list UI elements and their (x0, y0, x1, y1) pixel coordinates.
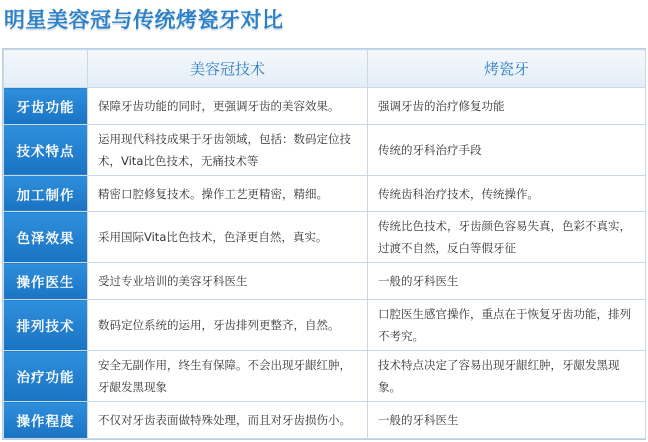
row-label-tech-features: 技术特点 (4, 124, 88, 175)
comparison-table-container (2, 48, 646, 440)
cell-porcelain-tooth: 一般的牙科医生 (368, 402, 646, 439)
cell-beauty-crown: 不仅对牙齿表面做特殊处理，而且对牙齿损伤小。 (88, 402, 368, 439)
comparison-table (3, 49, 646, 439)
cell-beauty-crown: 运用现代科技成果于牙齿领域，包括：数码定位技术，Vita比色技术，无痛技术等 (88, 124, 368, 175)
table-row (4, 124, 646, 175)
cell-porcelain-tooth: 一般的牙科医生 (368, 263, 646, 300)
cell-porcelain-tooth: 传统比色技术，牙齿颜色容易失真，色彩不真实，过渡不自然，反白等假牙征 (368, 212, 646, 263)
cell-porcelain-tooth: 强调牙齿的治疗修复功能 (368, 88, 646, 125)
cell-porcelain-tooth: 技术特点决定了容易出现牙龈红肿，牙龈发黑现象。 (368, 351, 646, 402)
cell-beauty-crown: 数码定位系统的运用，牙齿排列更整齐，自然。 (88, 300, 368, 351)
table-row (4, 263, 646, 300)
row-label-operating-doctor: 操作医生 (4, 263, 88, 300)
table-row (4, 88, 646, 125)
table-row (4, 402, 646, 439)
table-row (4, 351, 646, 402)
cell-beauty-crown: 安全无副作用，终生有保障。不会出现牙龈红肿，牙龈发黑现象 (88, 351, 368, 402)
row-label-fabrication: 加工制作 (4, 175, 88, 212)
cell-beauty-crown: 精密口腔修复技术。操作工艺更精密，精细。 (88, 175, 368, 212)
row-label-treatment-function: 治疗功能 (4, 351, 88, 402)
cell-porcelain-tooth: 传统的牙科治疗手段 (368, 124, 646, 175)
row-label-operation-degree: 操作程度 (4, 402, 88, 439)
cell-porcelain-tooth: 传统齿科治疗技术，传统操作。 (368, 175, 646, 212)
header-porcelain-tooth: 烤瓷牙 (368, 50, 646, 88)
page-title: 明星美容冠与传统烤瓷牙对比 (4, 8, 284, 32)
cell-beauty-crown: 保障牙齿功能的同时，更强调牙齿的美容效果。 (88, 88, 368, 125)
table-row (4, 300, 646, 351)
table-row (4, 212, 646, 263)
cell-porcelain-tooth: 口腔医生感官操作，重点在于恢复牙齿功能，排列不考究。 (368, 300, 646, 351)
header-corner-cell (4, 50, 88, 88)
table-header-row (4, 50, 646, 88)
cell-beauty-crown: 采用国际Vita比色技术，色泽更自然，真实。 (88, 212, 368, 263)
header-beauty-crown: 美容冠技术 (88, 50, 368, 88)
row-label-alignment-tech: 排列技术 (4, 300, 88, 351)
row-label-color-effect: 色泽效果 (4, 212, 88, 263)
table-row (4, 175, 646, 212)
cell-beauty-crown: 受过专业培训的美容牙科医生 (88, 263, 368, 300)
row-label-tooth-function: 牙齿功能 (4, 88, 88, 125)
